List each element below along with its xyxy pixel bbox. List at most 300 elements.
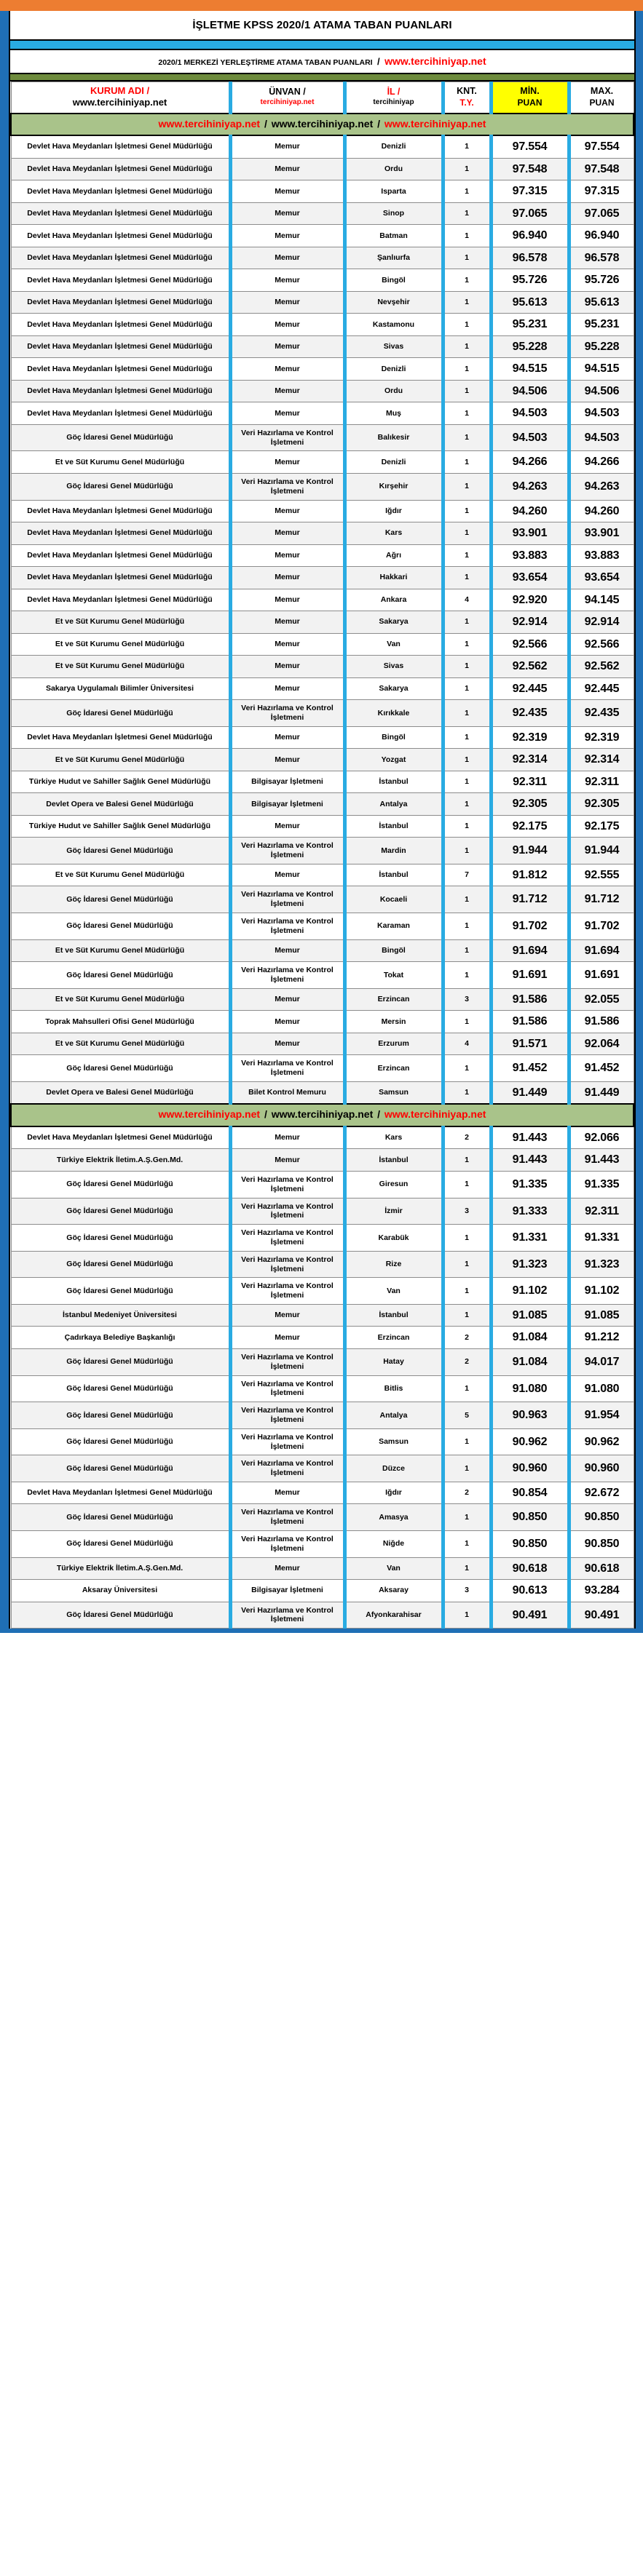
cell-kurum-adi: Devlet Hava Meydanları İşletmesi Genel Müdürlüğü bbox=[11, 500, 230, 522]
table-row[interactable] bbox=[11, 1531, 634, 1558]
column-header-min-puan[interactable] bbox=[491, 82, 569, 114]
subtitle-separator: / bbox=[377, 55, 380, 67]
cell-kontenjan: 2 bbox=[443, 1482, 491, 1504]
cell-il: Sivas bbox=[344, 656, 443, 678]
cell-min-puan: 91.586 bbox=[491, 1011, 569, 1033]
cell-il: Kars bbox=[344, 1126, 443, 1149]
column-header-unvan[interactable] bbox=[230, 82, 344, 114]
table-row[interactable] bbox=[11, 1602, 634, 1629]
cell-il: Isparta bbox=[344, 180, 443, 203]
cell-kurum-adi: Türkiye Elektrik İletim.A.Ş.Gen.Md. bbox=[11, 1557, 230, 1580]
table-row[interactable] bbox=[11, 1149, 634, 1172]
cell-max-puan: 91.331 bbox=[569, 1225, 634, 1252]
cell-unvan: Memur bbox=[230, 544, 344, 567]
cell-kurum-adi: Türkiye Hudut ve Sahiller Sağlık Genel Müdürlüğü bbox=[11, 771, 230, 793]
table-row[interactable] bbox=[11, 677, 634, 700]
cell-max-puan: 90.850 bbox=[569, 1531, 634, 1558]
cell-unvan: Memur bbox=[230, 358, 344, 381]
promo-slash-1: / bbox=[261, 117, 270, 130]
table-row[interactable] bbox=[11, 291, 634, 314]
cell-min-puan: 92.445 bbox=[491, 677, 569, 700]
cell-il: Düzce bbox=[344, 1455, 443, 1482]
column-header-il-line1: İL / bbox=[387, 87, 401, 98]
bottom-blue-strip bbox=[0, 1629, 643, 1633]
cell-il: Aksaray bbox=[344, 1580, 443, 1602]
table-row[interactable] bbox=[11, 1327, 634, 1349]
sheet bbox=[9, 11, 636, 1629]
cell-max-puan: 90.850 bbox=[569, 1504, 634, 1531]
cell-kontenjan: 1 bbox=[443, 913, 491, 940]
column-header-kontenjan-line2: T.Y. bbox=[459, 97, 474, 108]
olive-divider-band bbox=[10, 74, 634, 82]
cell-unvan: Veri Hazırlama ve Kontrol İşletmeni bbox=[230, 1198, 344, 1225]
column-header-max-puan-line2: PUAN bbox=[589, 97, 615, 108]
cell-unvan: Veri Hazırlama ve Kontrol İşletmeni bbox=[230, 1602, 344, 1629]
cell-min-puan: 91.331 bbox=[491, 1225, 569, 1252]
cell-min-puan: 90.850 bbox=[491, 1504, 569, 1531]
promo-link-3[interactable]: www.tercihiniyap.net bbox=[384, 117, 486, 130]
cell-il: Mersin bbox=[344, 1011, 443, 1033]
cell-unvan: Memur bbox=[230, 589, 344, 611]
cell-kurum-adi: Göç İdaresi Genel Müdürlüğü bbox=[11, 1251, 230, 1278]
table-row[interactable] bbox=[11, 988, 634, 1011]
cell-unvan: Memur bbox=[230, 677, 344, 700]
cell-max-puan: 92.055 bbox=[569, 988, 634, 1011]
cell-unvan: Memur bbox=[230, 402, 344, 425]
cell-kontenjan: 1 bbox=[443, 402, 491, 425]
table-row[interactable] bbox=[11, 402, 634, 425]
cell-unvan: Veri Hazırlama ve Kontrol İşletmeni bbox=[230, 1055, 344, 1082]
cell-kurum-adi: Et ve Süt Kurumu Genel Müdürlüğü bbox=[11, 611, 230, 634]
cell-max-puan: 92.175 bbox=[569, 815, 634, 838]
cell-unvan: Memur bbox=[230, 1011, 344, 1033]
cell-max-puan: 92.435 bbox=[569, 700, 634, 727]
table-row[interactable] bbox=[11, 1375, 634, 1402]
table-row[interactable] bbox=[11, 1580, 634, 1602]
table-row[interactable] bbox=[11, 749, 634, 771]
cell-il: Sakarya bbox=[344, 677, 443, 700]
cell-il: Balıkesir bbox=[344, 424, 443, 451]
table-row[interactable] bbox=[11, 1557, 634, 1580]
cell-kontenjan: 1 bbox=[443, 291, 491, 314]
cell-max-puan: 92.672 bbox=[569, 1482, 634, 1504]
cell-kontenjan: 1 bbox=[443, 380, 491, 402]
cell-kontenjan: 1 bbox=[443, 335, 491, 358]
cell-kontenjan: 2 bbox=[443, 1327, 491, 1349]
cell-max-puan: 91.944 bbox=[569, 838, 634, 864]
cell-kurum-adi: Göç İdaresi Genel Müdürlüğü bbox=[11, 1602, 230, 1629]
cell-kurum-adi: Göç İdaresi Genel Müdürlüğü bbox=[11, 962, 230, 989]
cell-max-puan: 91.449 bbox=[569, 1081, 634, 1104]
cell-il: Rize bbox=[344, 1251, 443, 1278]
table-row[interactable] bbox=[11, 1081, 634, 1104]
table-row[interactable] bbox=[11, 1055, 634, 1082]
cell-unvan: Memur bbox=[230, 451, 344, 474]
promo-slash-2: / bbox=[374, 117, 383, 130]
cell-kontenjan: 1 bbox=[443, 771, 491, 793]
cell-unvan: Memur bbox=[230, 269, 344, 292]
cell-kontenjan: 1 bbox=[443, 793, 491, 816]
cell-unvan: Memur bbox=[230, 864, 344, 886]
cell-unvan: Memur bbox=[230, 749, 344, 771]
cell-min-puan: 95.613 bbox=[491, 291, 569, 314]
cell-kurum-adi: Göç İdaresi Genel Müdürlüğü bbox=[11, 1375, 230, 1402]
cell-kontenjan: 1 bbox=[443, 611, 491, 634]
cell-min-puan: 93.901 bbox=[491, 522, 569, 545]
cell-kurum-adi: Et ve Süt Kurumu Genel Müdürlüğü bbox=[11, 633, 230, 656]
table-row[interactable] bbox=[11, 1304, 634, 1327]
table-row[interactable] bbox=[11, 522, 634, 545]
cell-kurum-adi: Sakarya Uygulamalı Bilimler Üniversitesi bbox=[11, 677, 230, 700]
cell-unvan: Veri Hazırlama ve Kontrol İşletmeni bbox=[230, 1504, 344, 1531]
table-row[interactable] bbox=[11, 939, 634, 962]
cell-kontenjan: 1 bbox=[443, 522, 491, 545]
column-header-max-puan[interactable] bbox=[569, 82, 634, 114]
promo-separator-row bbox=[11, 114, 634, 136]
promo-link-2[interactable]: www.tercihiniyap.net bbox=[271, 1108, 374, 1121]
cell-kurum-adi: Göç İdaresi Genel Müdürlüğü bbox=[11, 1171, 230, 1198]
table-row[interactable] bbox=[11, 886, 634, 913]
cell-kurum-adi: Toprak Mahsulleri Ofisi Genel Müdürlüğü bbox=[11, 1011, 230, 1033]
table-row[interactable] bbox=[11, 135, 634, 158]
column-header-min-puan-line2: PUAN bbox=[517, 97, 543, 108]
cell-kontenjan: 1 bbox=[443, 358, 491, 381]
table-row[interactable] bbox=[11, 225, 634, 247]
table-row[interactable] bbox=[11, 1126, 634, 1149]
cell-unvan: Memur bbox=[230, 567, 344, 589]
table-row[interactable] bbox=[11, 1428, 634, 1455]
cell-min-puan: 94.263 bbox=[491, 473, 569, 500]
cell-max-puan: 94.145 bbox=[569, 589, 634, 611]
taban-puanlari-table bbox=[10, 82, 634, 1629]
table-row[interactable] bbox=[11, 1225, 634, 1252]
cell-kontenjan: 1 bbox=[443, 1304, 491, 1327]
cell-unvan: Memur bbox=[230, 726, 344, 749]
cell-il: Erzurum bbox=[344, 1033, 443, 1055]
cell-min-puan: 91.571 bbox=[491, 1033, 569, 1055]
cell-unvan: Veri Hazırlama ve Kontrol İşletmeni bbox=[230, 1171, 344, 1198]
cell-min-puan: 94.506 bbox=[491, 380, 569, 402]
cell-il: Erzincan bbox=[344, 1327, 443, 1349]
cell-kontenjan: 1 bbox=[443, 544, 491, 567]
cell-kontenjan: 1 bbox=[443, 1602, 491, 1629]
cell-il: Ankara bbox=[344, 589, 443, 611]
cell-unvan: Memur bbox=[230, 1126, 344, 1149]
cell-max-puan: 97.554 bbox=[569, 135, 634, 158]
table-row[interactable] bbox=[11, 913, 634, 940]
cell-max-puan: 92.314 bbox=[569, 749, 634, 771]
table-row[interactable] bbox=[11, 633, 634, 656]
promo-separator-cell bbox=[11, 1104, 634, 1126]
cell-kurum-adi: Göç İdaresi Genel Müdürlüğü bbox=[11, 913, 230, 940]
column-header-kurum-line1: KURUM ADI / bbox=[90, 85, 150, 97]
cell-min-puan: 94.503 bbox=[491, 424, 569, 451]
cell-kurum-adi: İstanbul Medeniyet Üniversitesi bbox=[11, 1304, 230, 1327]
cell-kurum-adi: Devlet Hava Meydanları İşletmesi Genel Müdürlüğü bbox=[11, 358, 230, 381]
column-header-kontenjan-line1: KNT. bbox=[457, 86, 477, 97]
column-header-unvan-line1: ÜNVAN / bbox=[269, 87, 306, 98]
cell-il: Ağrı bbox=[344, 544, 443, 567]
cell-kurum-adi: Devlet Hava Meydanları İşletmesi Genel Müdürlüğü bbox=[11, 291, 230, 314]
table-row[interactable] bbox=[11, 838, 634, 864]
cell-min-puan: 91.443 bbox=[491, 1126, 569, 1149]
table-row[interactable] bbox=[11, 202, 634, 225]
cell-max-puan: 97.315 bbox=[569, 180, 634, 203]
column-header-min-puan-line1: MİN. bbox=[520, 86, 540, 97]
cell-kontenjan: 3 bbox=[443, 988, 491, 1011]
cell-unvan: Veri Hazırlama ve Kontrol İşletmeni bbox=[230, 424, 344, 451]
cell-il: Kırşehir bbox=[344, 473, 443, 500]
cell-max-puan: 90.618 bbox=[569, 1557, 634, 1580]
table-row[interactable] bbox=[11, 314, 634, 336]
table-row[interactable] bbox=[11, 380, 634, 402]
table-row[interactable] bbox=[11, 1504, 634, 1531]
cell-kurum-adi: Et ve Süt Kurumu Genel Müdürlüğü bbox=[11, 656, 230, 678]
cell-unvan: Veri Hazırlama ve Kontrol İşletmeni bbox=[230, 1251, 344, 1278]
table-row[interactable] bbox=[11, 473, 634, 500]
table-row[interactable] bbox=[11, 1171, 634, 1198]
cell-il: İstanbul bbox=[344, 815, 443, 838]
cell-kontenjan: 1 bbox=[443, 247, 491, 269]
cell-kontenjan: 1 bbox=[443, 1149, 491, 1172]
cell-max-puan: 94.266 bbox=[569, 451, 634, 474]
table-row[interactable] bbox=[11, 180, 634, 203]
cell-unvan: Veri Hazırlama ve Kontrol İşletmeni bbox=[230, 700, 344, 727]
cell-unvan: Memur bbox=[230, 815, 344, 838]
cell-il: Muş bbox=[344, 402, 443, 425]
cell-min-puan: 91.084 bbox=[491, 1348, 569, 1375]
cell-min-puan: 96.578 bbox=[491, 247, 569, 269]
table-row[interactable] bbox=[11, 500, 634, 522]
cell-min-puan: 91.586 bbox=[491, 988, 569, 1011]
cell-min-puan: 92.435 bbox=[491, 700, 569, 727]
table-row[interactable] bbox=[11, 864, 634, 886]
cell-unvan: Memur bbox=[230, 1482, 344, 1504]
promo-link-1[interactable]: www.tercihiniyap.net bbox=[158, 117, 261, 130]
cell-unvan: Memur bbox=[230, 522, 344, 545]
cell-kurum-adi: Göç İdaresi Genel Müdürlüğü bbox=[11, 1402, 230, 1429]
promo-link-2[interactable]: www.tercihiniyap.net bbox=[271, 117, 374, 130]
cell-max-puan: 92.555 bbox=[569, 864, 634, 886]
cell-unvan: Memur bbox=[230, 202, 344, 225]
table-row[interactable] bbox=[11, 656, 634, 678]
cell-kontenjan: 1 bbox=[443, 158, 491, 180]
cell-min-puan: 90.963 bbox=[491, 1402, 569, 1429]
cell-min-puan: 91.102 bbox=[491, 1278, 569, 1305]
cell-max-puan: 92.914 bbox=[569, 611, 634, 634]
cell-kontenjan: 1 bbox=[443, 1225, 491, 1252]
cell-unvan: Bilet Kontrol Memuru bbox=[230, 1081, 344, 1104]
cell-unvan: Veri Hazırlama ve Kontrol İşletmeni bbox=[230, 1402, 344, 1429]
cell-unvan: Memur bbox=[230, 988, 344, 1011]
cell-kurum-adi: Devlet Hava Meydanları İşletmesi Genel Müdürlüğü bbox=[11, 522, 230, 545]
cell-max-puan: 92.445 bbox=[569, 677, 634, 700]
promo-link-1[interactable]: www.tercihiniyap.net bbox=[158, 1108, 261, 1121]
table-row[interactable] bbox=[11, 1198, 634, 1225]
cell-kontenjan: 1 bbox=[443, 567, 491, 589]
cell-min-puan: 97.554 bbox=[491, 135, 569, 158]
cell-kurum-adi: Devlet Hava Meydanları İşletmesi Genel Müdürlüğü bbox=[11, 335, 230, 358]
subtitle-website-link[interactable]: www.tercihiniyap.net bbox=[384, 55, 486, 67]
cell-min-puan: 95.228 bbox=[491, 335, 569, 358]
promo-link-3[interactable]: www.tercihiniyap.net bbox=[384, 1108, 486, 1121]
table-row[interactable] bbox=[11, 567, 634, 589]
cell-max-puan: 95.613 bbox=[569, 291, 634, 314]
cell-max-puan: 93.284 bbox=[569, 1580, 634, 1602]
cell-min-puan: 95.726 bbox=[491, 269, 569, 292]
cell-min-puan: 94.515 bbox=[491, 358, 569, 381]
cell-kurum-adi: Devlet Hava Meydanları İşletmesi Genel Müdürlüğü bbox=[11, 180, 230, 203]
cell-il: Hatay bbox=[344, 1348, 443, 1375]
cell-min-puan: 92.319 bbox=[491, 726, 569, 749]
cell-max-puan: 92.311 bbox=[569, 1198, 634, 1225]
cell-min-puan: 94.266 bbox=[491, 451, 569, 474]
table-row[interactable] bbox=[11, 1455, 634, 1482]
cell-unvan: Memur bbox=[230, 633, 344, 656]
cell-min-puan: 97.315 bbox=[491, 180, 569, 203]
table-row[interactable] bbox=[11, 1348, 634, 1375]
cell-unvan: Veri Hazırlama ve Kontrol İşletmeni bbox=[230, 913, 344, 940]
cell-kurum-adi: Devlet Hava Meydanları İşletmesi Genel Müdürlüğü bbox=[11, 314, 230, 336]
table-row[interactable] bbox=[11, 158, 634, 180]
cell-il: Mardin bbox=[344, 838, 443, 864]
cell-il: Hakkari bbox=[344, 567, 443, 589]
cell-min-puan: 90.618 bbox=[491, 1557, 569, 1580]
cell-unvan: Memur bbox=[230, 291, 344, 314]
cell-il: Bingöl bbox=[344, 726, 443, 749]
cell-kurum-adi: Göç İdaresi Genel Müdürlüğü bbox=[11, 1055, 230, 1082]
cell-max-puan: 91.212 bbox=[569, 1327, 634, 1349]
cell-max-puan: 91.712 bbox=[569, 886, 634, 913]
cell-min-puan: 90.854 bbox=[491, 1482, 569, 1504]
table-row[interactable] bbox=[11, 1011, 634, 1033]
cell-kontenjan: 1 bbox=[443, 1557, 491, 1580]
cell-kontenjan: 4 bbox=[443, 1033, 491, 1055]
cell-unvan: Veri Hazırlama ve Kontrol İşletmeni bbox=[230, 1531, 344, 1558]
cell-kontenjan: 1 bbox=[443, 202, 491, 225]
table-row[interactable] bbox=[11, 1402, 634, 1429]
cell-il: Erzincan bbox=[344, 988, 443, 1011]
cell-max-puan: 94.503 bbox=[569, 402, 634, 425]
cell-min-puan: 91.702 bbox=[491, 913, 569, 940]
cell-kurum-adi: Göç İdaresi Genel Müdürlüğü bbox=[11, 473, 230, 500]
cell-kurum-adi: Devlet Hava Meydanları İşletmesi Genel Müdürlüğü bbox=[11, 1126, 230, 1149]
cell-max-puan: 91.452 bbox=[569, 1055, 634, 1082]
cell-min-puan: 92.562 bbox=[491, 656, 569, 678]
cell-unvan: Memur bbox=[230, 180, 344, 203]
cell-kurum-adi: Devlet Hava Meydanları İşletmesi Genel Müdürlüğü bbox=[11, 589, 230, 611]
cell-unvan: Memur bbox=[230, 1304, 344, 1327]
column-header-kurum[interactable] bbox=[11, 82, 230, 114]
cell-kontenjan: 1 bbox=[443, 838, 491, 864]
table-row[interactable] bbox=[11, 1278, 634, 1305]
cell-max-puan: 90.960 bbox=[569, 1455, 634, 1482]
table-row[interactable] bbox=[11, 771, 634, 793]
cell-min-puan: 91.452 bbox=[491, 1055, 569, 1082]
cell-min-puan: 91.812 bbox=[491, 864, 569, 886]
cell-min-puan: 91.694 bbox=[491, 939, 569, 962]
cell-max-puan: 94.503 bbox=[569, 424, 634, 451]
table-row[interactable] bbox=[11, 1033, 634, 1055]
cell-kontenjan: 1 bbox=[443, 700, 491, 727]
sheet-frame bbox=[0, 11, 643, 1629]
table-row[interactable] bbox=[11, 700, 634, 727]
table-row[interactable] bbox=[11, 451, 634, 474]
cell-kurum-adi: Göç İdaresi Genel Müdürlüğü bbox=[11, 1348, 230, 1375]
cell-unvan: Veri Hazırlama ve Kontrol İşletmeni bbox=[230, 962, 344, 989]
cell-kurum-adi: Devlet Hava Meydanları İşletmesi Genel Müdürlüğü bbox=[11, 726, 230, 749]
table-row[interactable] bbox=[11, 1482, 634, 1504]
table-row[interactable] bbox=[11, 589, 634, 611]
cell-max-puan: 91.691 bbox=[569, 962, 634, 989]
table-row[interactable] bbox=[11, 815, 634, 838]
cell-max-puan: 97.548 bbox=[569, 158, 634, 180]
cell-max-puan: 91.954 bbox=[569, 1402, 634, 1429]
cell-kontenjan: 1 bbox=[443, 135, 491, 158]
cell-kontenjan: 1 bbox=[443, 1375, 491, 1402]
table-row[interactable] bbox=[11, 962, 634, 989]
column-header-unvan-line2: tercihiniyap.net bbox=[260, 98, 315, 106]
cell-max-puan: 92.319 bbox=[569, 726, 634, 749]
cell-kurum-adi: Et ve Süt Kurumu Genel Müdürlüğü bbox=[11, 988, 230, 1011]
cell-kurum-adi: Devlet Opera ve Balesi Genel Müdürlüğü bbox=[11, 793, 230, 816]
cell-kontenjan: 1 bbox=[443, 815, 491, 838]
page-title: İŞLETME KPSS 2020/1 ATAMA TABAN PUANLARI bbox=[10, 11, 634, 41]
cell-kontenjan: 1 bbox=[443, 180, 491, 203]
table-row[interactable] bbox=[11, 269, 634, 292]
cell-unvan: Bilgisayar İşletmeni bbox=[230, 1580, 344, 1602]
column-header-kontenjan[interactable] bbox=[443, 82, 491, 114]
table-row[interactable] bbox=[11, 793, 634, 816]
cell-kontenjan: 1 bbox=[443, 749, 491, 771]
cell-max-puan: 94.017 bbox=[569, 1348, 634, 1375]
column-header-il[interactable] bbox=[344, 82, 443, 114]
cell-kontenjan: 1 bbox=[443, 1055, 491, 1082]
left-blue-rail bbox=[0, 11, 9, 1629]
table-row[interactable] bbox=[11, 611, 634, 634]
cell-il: Kocaeli bbox=[344, 886, 443, 913]
cell-il: Kırıkkale bbox=[344, 700, 443, 727]
cell-unvan: Memur bbox=[230, 1149, 344, 1172]
cell-max-puan: 94.506 bbox=[569, 380, 634, 402]
cell-kurum-adi: Devlet Hava Meydanları İşletmesi Genel Müdürlüğü bbox=[11, 1482, 230, 1504]
table-row[interactable] bbox=[11, 358, 634, 381]
cell-kontenjan: 1 bbox=[443, 939, 491, 962]
cell-min-puan: 90.491 bbox=[491, 1602, 569, 1629]
table-row[interactable] bbox=[11, 424, 634, 451]
cell-il: Antalya bbox=[344, 1402, 443, 1429]
table-row[interactable] bbox=[11, 544, 634, 567]
cell-unvan: Memur bbox=[230, 611, 344, 634]
cell-kurum-adi: Devlet Hava Meydanları İşletmesi Genel Müdürlüğü bbox=[11, 135, 230, 158]
cell-il: İstanbul bbox=[344, 771, 443, 793]
cell-kurum-adi: Et ve Süt Kurumu Genel Müdürlüğü bbox=[11, 451, 230, 474]
cell-max-puan: 96.578 bbox=[569, 247, 634, 269]
cell-il: Kastamonu bbox=[344, 314, 443, 336]
table-row[interactable] bbox=[11, 1251, 634, 1278]
table-row[interactable] bbox=[11, 247, 634, 269]
table-row[interactable] bbox=[11, 726, 634, 749]
cell-unvan: Memur bbox=[230, 656, 344, 678]
cell-il: Nevşehir bbox=[344, 291, 443, 314]
cell-min-puan: 91.944 bbox=[491, 838, 569, 864]
cell-max-puan: 95.726 bbox=[569, 269, 634, 292]
cell-unvan: Memur bbox=[230, 247, 344, 269]
table-row[interactable] bbox=[11, 335, 634, 358]
cell-max-puan: 94.515 bbox=[569, 358, 634, 381]
cell-max-puan: 91.694 bbox=[569, 939, 634, 962]
cell-kontenjan: 1 bbox=[443, 1428, 491, 1455]
